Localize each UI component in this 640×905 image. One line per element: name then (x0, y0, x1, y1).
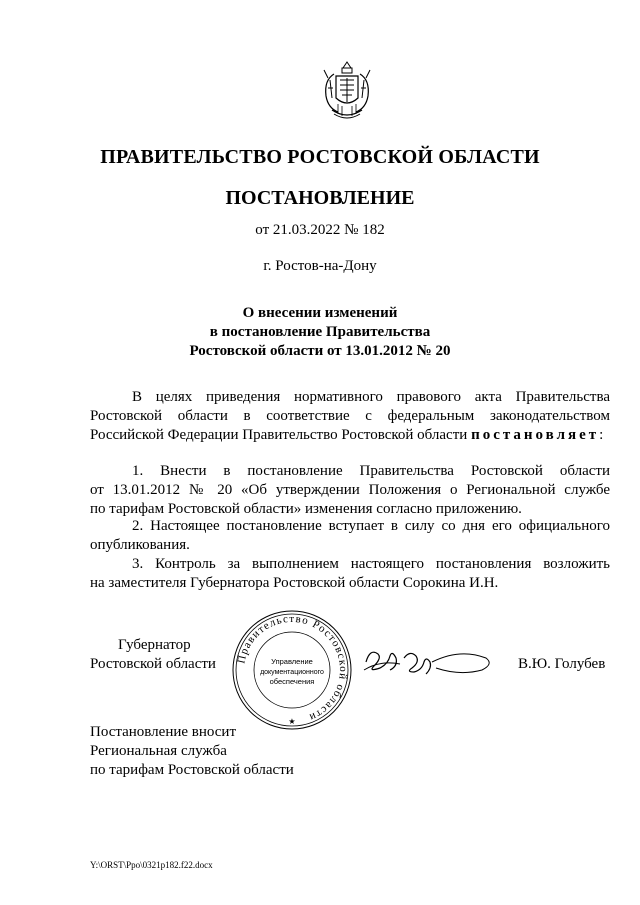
clause-1-line-2: от 13.01.2012 № 20 «Об утверждении Положения о Региональной службе (90, 482, 610, 498)
clause-2-line-1: 2. Настоящее постановление вступает в силу со дня его официального (132, 518, 610, 534)
clause-1-line-3: по тарифам Ростовской области» изменения согласно приложению. (90, 501, 522, 517)
handwritten-signature (360, 640, 495, 682)
subject-line-2: в постановление Правительства (209, 324, 431, 340)
clause-1-line-1: 1. Внести в постановление Правительства Ростовской области (132, 463, 610, 479)
submitter-line-1: Постановление вносит (90, 724, 237, 740)
document-type: ПОСТАНОВЛЕНИЕ (225, 187, 415, 209)
clause-2-line-2: опубликования. (90, 537, 190, 553)
stamp-ring-text: Правительство Ростовской области (235, 612, 350, 724)
document-date-number: от 21.03.2022 № 182 (255, 222, 385, 238)
preamble-line-3 (90, 426, 610, 445)
preamble-line-2: Ростовской области в соответствие с федеральным законодательством (90, 408, 610, 424)
file-path-footer: Y:\ORST\Ppo\0321p182.f22.docx (90, 860, 213, 870)
stamp-center-line-2: документационного (260, 669, 324, 676)
subject-line-1: О внесении изменений (242, 305, 398, 321)
signer-name: В.Ю. Голубев (518, 656, 606, 672)
submitter-line-2: Региональная служба (90, 743, 227, 759)
government-title: ПРАВИТЕЛЬСТВО РОСТОВСКОЙ ОБЛАСТИ (100, 146, 540, 168)
signer-role-line-1: Губернатор (118, 637, 191, 653)
stamp-star-icon: ★ (288, 717, 296, 726)
clause-1 (90, 462, 610, 519)
signer-role-line-2: Ростовской области (90, 656, 216, 672)
preamble-colon: : (599, 427, 604, 443)
submitter-line-3: по тарифам Ростовской области (90, 762, 294, 778)
clause-3 (90, 555, 610, 593)
subject-line-3: Ростовской области от 13.01.2012 № 20 (189, 343, 451, 359)
preamble-line-1: В целях приведения нормативного правового акта Правительства (132, 389, 610, 405)
stamp-center-line-3: обеспечения (269, 677, 315, 686)
document-city: г. Ростов-на-Дону (263, 258, 377, 274)
preamble-paragraph (90, 388, 610, 445)
clause-3-line-1: 3. Контроль за выполнением настоящего постановления возложить (132, 556, 610, 572)
official-stamp (230, 608, 354, 732)
clause-3-line-2: на заместителя Губернатора Ростовской области Сорокина И.Н. (90, 575, 499, 591)
coat-of-arms-emblem (316, 58, 378, 124)
preamble-line-3-text: Российской Федерации Правительство Ростовской области (90, 427, 468, 443)
stamp-center-line-1: Управление (271, 657, 313, 666)
resolution-keyword: постановляет (471, 427, 600, 443)
clause-2 (90, 517, 610, 555)
